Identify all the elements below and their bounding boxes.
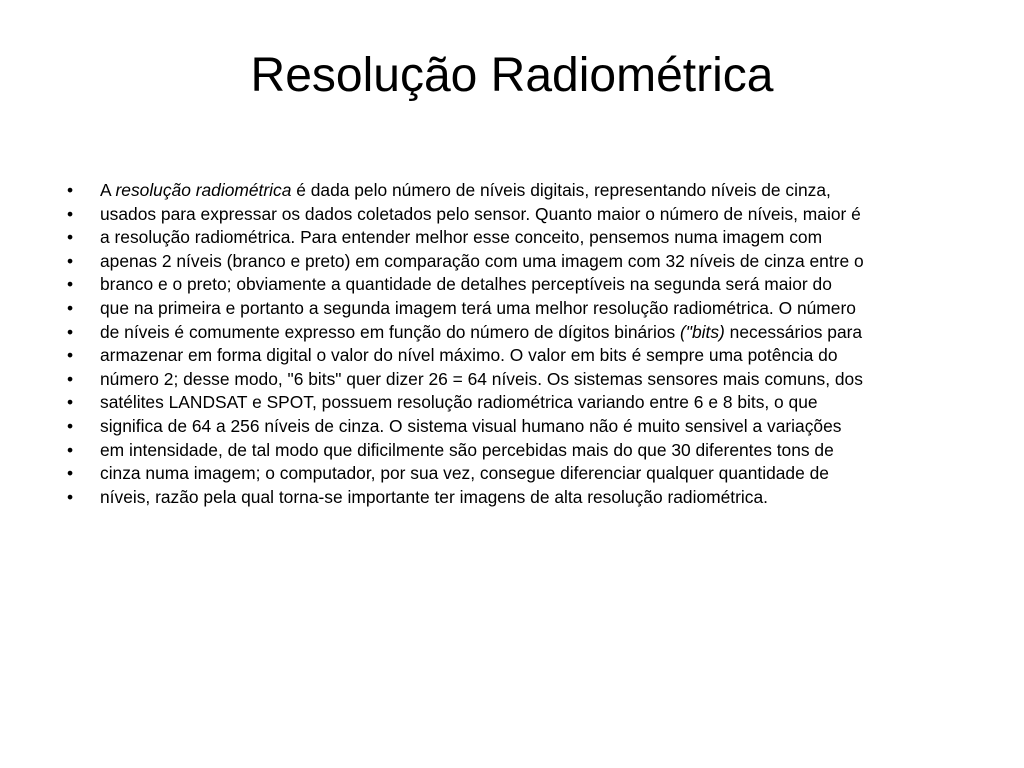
bullet-text: armazenar em forma digital o valor do nível máximo. O valor em bits é sempre uma potência do xyxy=(100,345,838,366)
bullet-list xyxy=(66,180,975,512)
bullet-dot-icon: • xyxy=(66,180,74,200)
bullet-dot-icon: • xyxy=(66,345,74,366)
bullet-text: cinza numa imagem; o computador, por sua vez, consegue diferenciar qualquer quantidade de xyxy=(100,463,829,484)
bullet-item xyxy=(66,250,975,271)
bullet-item xyxy=(66,486,975,507)
bullet-dot-icon: • xyxy=(66,415,74,436)
bullet-text: é dada pelo número de níveis digitais, representando níveis de cinza, xyxy=(291,180,831,200)
bullet-text: branco e o preto; obviamente a quantidade de detalhes perceptíveis na segunda será maior do xyxy=(100,274,832,295)
bullet-text: em intensidade, de tal modo que dificilmente são percebidas mais do que 30 diferentes tons de xyxy=(100,439,834,460)
bullet-item xyxy=(66,415,975,436)
bullet-text: usados para expressar os dados coletados pelo sensor. Quanto maior o número de níveis, maior é xyxy=(100,203,861,224)
bullet-item xyxy=(66,439,975,460)
bullet-dot-icon: • xyxy=(66,463,74,484)
bullet-dot-icon: • xyxy=(66,439,74,460)
bullet-dot-icon: • xyxy=(66,392,74,413)
bullet-item xyxy=(66,297,975,318)
bullet-dot-icon: • xyxy=(66,486,74,507)
bullet-text: número 2; desse modo, "6 bits" quer dizer 26 = 64 níveis. Os sistemas sensores mais comuns, dos xyxy=(100,368,863,389)
bullet-item xyxy=(66,345,975,366)
bullet-item xyxy=(66,463,975,484)
bullet-text: satélites LANDSAT e SPOT, possuem resolução radiométrica variando entre 6 e 8 bits, o que xyxy=(100,392,818,413)
bullet-text: de níveis é comumente expresso em função do número de dígitos binários xyxy=(100,321,681,342)
bullet-item xyxy=(66,368,975,389)
bullet-text: que na primeira e portanto a segunda imagem terá uma melhor resolução radiométrica. O número xyxy=(100,297,856,318)
bullet-dot-icon: • xyxy=(66,250,74,271)
bullet-item xyxy=(66,392,975,413)
bullet-item xyxy=(66,180,975,200)
bullet-item xyxy=(66,274,975,295)
bullet-text: níveis, razão pela qual torna-se importante ter imagens de alta resolução radiométrica. xyxy=(100,486,768,507)
bullet-item xyxy=(66,203,975,224)
bullet-dot-icon: • xyxy=(66,321,74,342)
bullet-item xyxy=(66,227,975,248)
bullet-dot-icon: • xyxy=(66,297,74,318)
bullet-text-italic: ("bits) xyxy=(680,321,725,342)
bullet-text: significa de 64 a 256 níveis de cinza. O sistema visual humano não é muito sensivel a variações xyxy=(100,415,842,436)
bullet-dot-icon: • xyxy=(66,368,74,389)
bullet-text: necessários para xyxy=(724,321,863,342)
bullet-text-italic: resolução radiométrica xyxy=(115,180,292,200)
bullet-text: apenas 2 níveis (branco e preto) em comparação com uma imagem com 32 níveis de cinza entre o xyxy=(100,250,864,271)
slide-title: Resolução Radiométrica xyxy=(250,49,774,102)
bullet-text: A xyxy=(100,180,116,200)
bullet-dot-icon: • xyxy=(66,203,74,224)
bullet-item xyxy=(66,321,975,342)
bullet-dot-icon: • xyxy=(66,227,74,248)
bullet-text: a resolução radiométrica. Para entender melhor esse conceito, pensemos numa imagem com xyxy=(100,227,823,248)
bullet-dot-icon: • xyxy=(66,274,74,295)
